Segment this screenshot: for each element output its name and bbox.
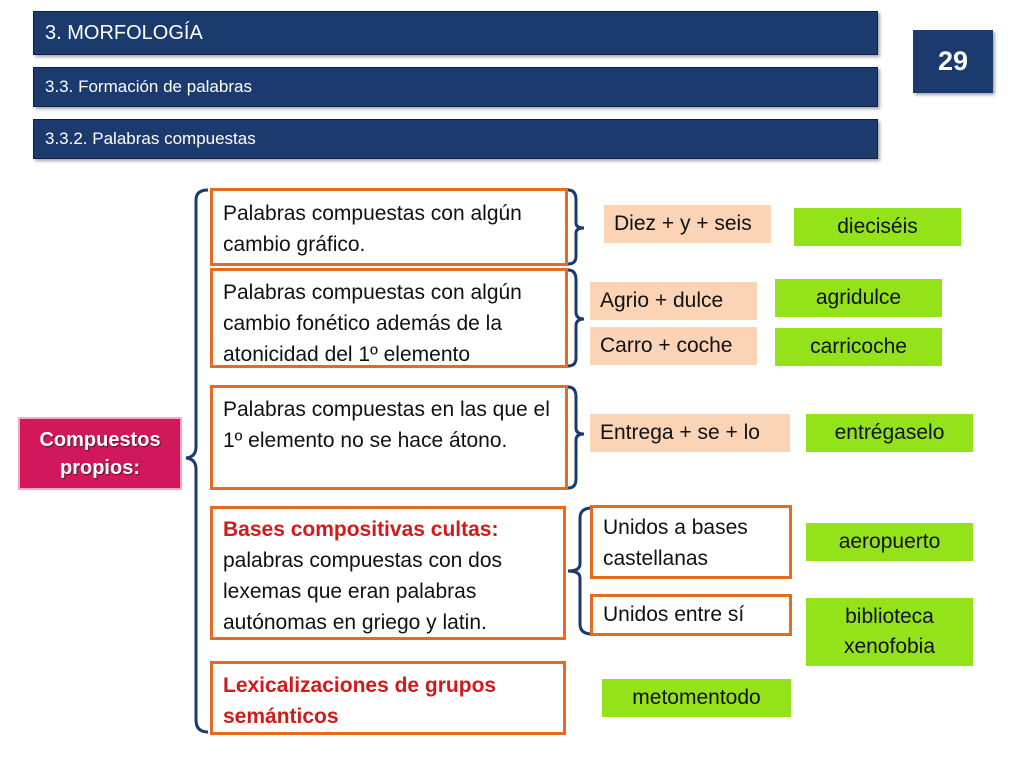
bases-cultas-title: Bases compositivas cultas: [223,518,499,541]
bracket-c3 [568,387,584,488]
formation-unidos-entre-si: Unidos entre sí [590,594,792,636]
category-cambio-fonetico: Palabras compuestas con algún cambio fonético además de la atonicidad del 1º elemento [210,268,568,368]
formation-unidos-bases-castellanas: Unidos a bases castellanas [590,505,792,579]
category-elemento-no-atono: Palabras compuestas en las que el 1º elemento no se hace átono. [210,385,568,490]
bases-cultas-text: palabras compuestas con dos lexemas que eran palabras autónomas en griego y latin. [223,549,502,634]
category-cambio-grafico: Palabras compuestas con algún cambio gráfico. [210,188,568,266]
category-lexicalizaciones: Lexicalizaciones de grupos semánticos [210,661,566,735]
formation-agrio-dulce: Agrio + dulce [590,282,757,320]
result-entregaselo: entrégaselo [806,414,973,452]
result-carricoche: carricoche [775,328,942,366]
result-agridulce: agridulce [775,279,942,317]
category-bases-cultas [210,506,566,640]
formation-diez-y-seis: Diez + y + seis [604,205,771,243]
result-aeropuerto: aeropuerto [806,523,973,561]
bracket-c4 [568,508,592,634]
root-compuestos-propios: Compuestos propios: [18,417,182,490]
result-dieciseis: dieciséis [794,208,961,246]
bracket-c2 [568,270,584,366]
result-biblioteca-xenofobia: biblioteca xenofobia [806,598,973,666]
subsubsection-title: 3.3.2. Palabras compuestas [45,129,256,148]
formation-carro-coche: Carro + coche [590,327,757,365]
result-metomentodo: metomentodo [602,679,791,717]
section-title: 3. MORFOLOGÍA [45,21,203,44]
subsection-title: 3.3. Formación de palabras [45,77,252,96]
slide-number: 29 [913,30,993,93]
bracket-c1 [568,190,584,264]
formation-entrega-se-lo: Entrega + se + lo [590,414,790,452]
main-bracket [186,190,208,732]
